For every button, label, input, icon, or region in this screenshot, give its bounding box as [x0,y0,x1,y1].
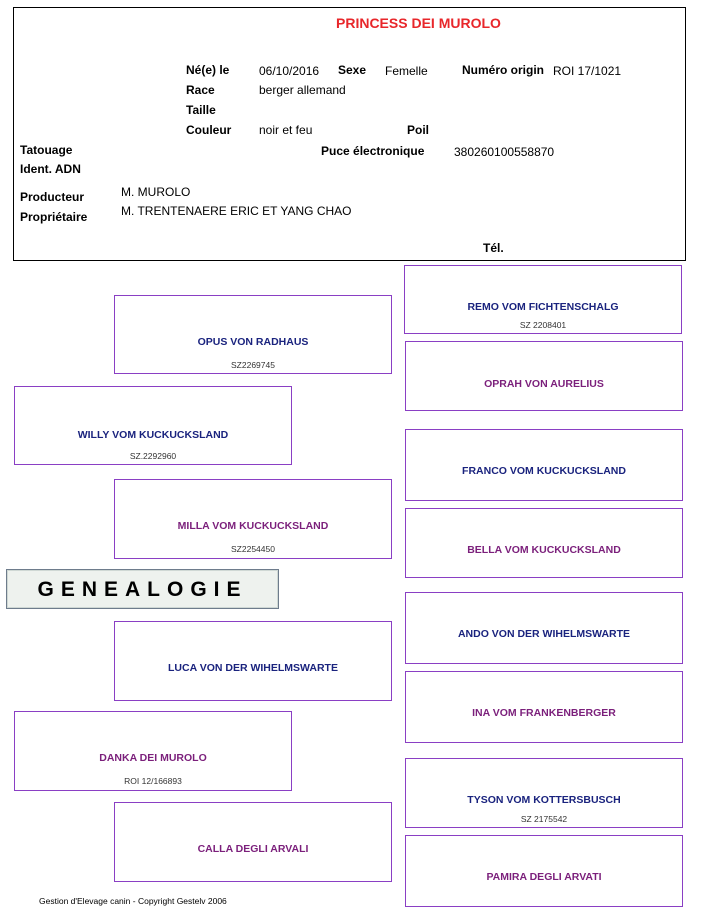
breed-label: Race [186,83,215,97]
tattoo-label: Tatouage [20,143,73,157]
breeder-label: Producteur [20,190,85,204]
pedigree-box-g3-1 [404,265,682,334]
pedigree-reg: SZ2254450 [231,544,275,554]
pedigree-box-dam-dam [114,802,392,882]
pedigree-reg: SZ 2208401 [519,320,567,330]
pedigree-name: TYSON VOM KOTTERSBUSCH [467,794,621,806]
pedigree-name: MILLA VOM KUCKUCKSLAND [177,520,329,532]
pedigree-box-g3-5 [405,592,683,664]
pedigree-name: FRANCO VOM KUCKUCKSLAND [462,465,626,477]
sex-value: Femelle [385,64,428,78]
pedigree-name: INA VOM FRANKENBERGER [472,707,616,719]
chip-value: 380260100558870 [454,145,555,159]
pedigree-box-g3-7 [405,758,683,828]
breeder-value: M. MUROLO [121,185,191,199]
pedigree-box-dam [14,711,292,791]
pedigree-reg: SZ.2292960 [129,451,177,461]
pedigree-box-g3-3 [405,429,683,501]
phone-label: Tél. [483,241,504,255]
size-label: Taille [186,103,216,117]
pedigree-name: DANKA DEI MUROLO [99,752,207,764]
coat-label: Poil [407,123,430,137]
pedigree-name: CALLA DEGLI ARVALI [197,843,309,855]
genealogie-heading: GENEALOGIE [6,569,279,609]
footer-copyright: Gestion d'Elevage canin - Copyright Gestelv 2006 [39,896,227,906]
pedigree-box-sire [14,386,292,465]
pedigree-reg: SZ 2175542 [520,814,568,824]
pedigree-name: REMO VOM FICHTENSCHALG [467,301,619,313]
pedigree-box-g3-8 [405,835,683,907]
pedigree-box-g3-4 [405,508,683,578]
sex-label: Sexe [338,63,367,77]
origin-value: ROI 17/1021 [553,64,622,78]
dog-name-title: PRINCESS DEI MUROLO [336,15,501,31]
pedigree-name: BELLA VOM KUCKUCKSLAND [467,544,621,556]
pedigree-name: ANDO VON DER WIHELMSWARTE [457,628,631,640]
pedigree-reg: SZ2269745 [231,360,275,370]
pedigree-box-g3-6 [405,671,683,743]
pedigree-box-dam-sire [114,621,392,701]
pedigree-name: PAMIRA DEGLI ARVATI [486,871,602,883]
born-label: Né(e) le [186,63,230,77]
color-label: Couleur [186,123,232,137]
pedigree-box-sire-dam [114,479,392,559]
pedigree-reg: ROI 12/166893 [124,776,182,786]
pedigree-name: WILLY VOM KUCKUCKSLAND [77,429,229,441]
origin-label: Numéro origin [462,63,545,77]
pedigree-name: LUCA VON DER WIHELMSWARTE [168,662,338,674]
pedigree-name: OPUS VON RADHAUS [197,336,309,348]
pedigree-box-g3-2 [405,341,683,411]
owner-label: Propriétaire [20,210,88,224]
dog-info-box [13,7,686,261]
pedigree-name: OPRAH VON AURELIUS [484,378,604,390]
color-value: noir et feu [259,123,313,137]
dna-label: Ident. ADN [20,162,81,176]
owner-value: M. TRENTENAERE ERIC ET YANG CHAO [121,204,352,218]
pedigree-box-sire-sire [114,295,392,374]
chip-label: Puce électronique [321,144,425,158]
born-value: 06/10/2016 [259,64,320,78]
breed-value: berger allemand [259,83,346,97]
